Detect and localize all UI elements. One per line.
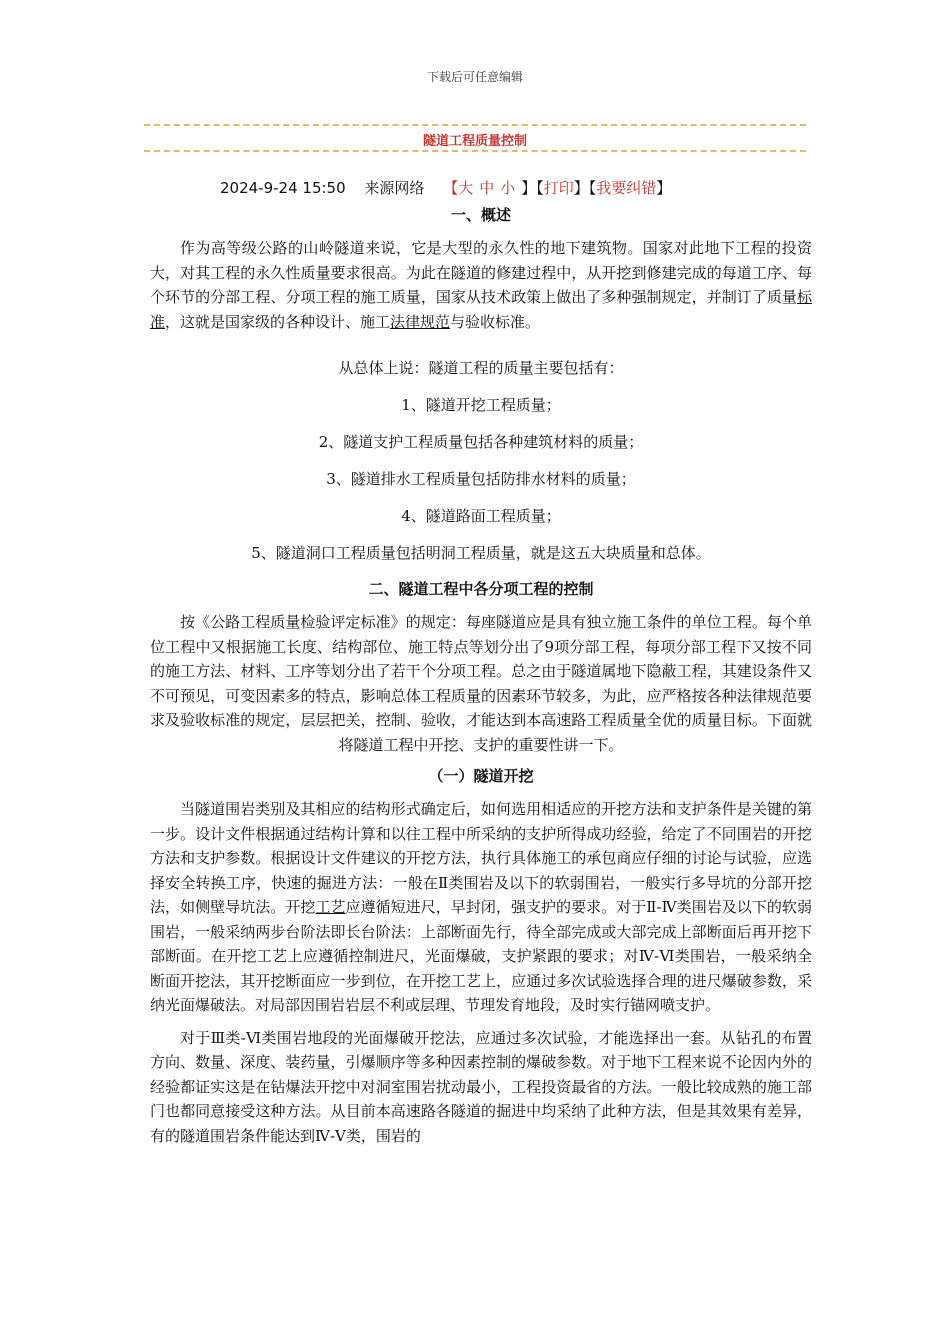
section-heading-control: 二、隧道工程中各分项工程的控制 bbox=[368, 580, 594, 598]
excavation-paragraph-2: 对于Ⅲ类-Ⅵ类围岩地段的光面爆破开挖法，应通过多次试验，才能选择出一套。从钻孔的布置方向、数量、深度、装药量，引爆顺序等多种因素控制的爆破参数。对于地下工程来说不论因内外的经验都证实这是在钻爆法开挖中对洞室围岩扰动最小，工程投资最省的方法。一般比较成熟的施工部门也都同意接受这种方法。从目前本高速路各隧道的掘进中均采纳了此种方法，但是其效果有差异，有的隧道围岩条件能达到Ⅳ-Ⅴ类，围岩的 bbox=[150, 1028, 812, 1145]
overview-text-2: ，这就是国家级的各种设计、施工 bbox=[165, 312, 391, 331]
excavation-text-2: 应遵循短进尺，早封闭，强支护的要求。对于Ⅱ-Ⅳ类围岩及以下的软弱围岩，一般采纳两步台阶法即长台阶法：上部断面先行，待全部完成或大部完成上部断面后再开挖下部断面。在开挖工艺上应遵循控制进尺，光面爆破，支护紧跟的要求；对Ⅳ-Ⅵ类围岩，一般采纳全断面开挖法，其开挖断面应一步到位，在开挖工艺上，应通过多次试验选择合理的进尺爆破参数，采纳光面爆破法。对局部因围岩岩层不利或层理、节理发育地段，及时实行锚网喷支护。 bbox=[150, 898, 812, 1014]
excavation-text-1: 当隧道围岩类别及其相应的结构形式确定后，如何选用相适应的开挖方法和支护条件是关键的第一步。设计文件根据通过结构计算和以往工程中所采纳的支护所得成功经验，给定了不同围岩的开挖方法和支护参数。根据设计文件建议的开挖方法，执行具体施工的承包商应仔细的讨论与试验，应选择安全转换工序，快速的掘进方法：一般在Ⅱ类围岩及以下的软弱围岩，一般实行多导坑的分部开挖法，如侧壁导坑法。开挖 bbox=[150, 800, 812, 916]
law-regulation-link[interactable]: 法律规范 bbox=[390, 312, 451, 331]
section-heading-overview: 一、概述 bbox=[450, 206, 511, 224]
list-item: 2、隧道支护工程质量包括各种建筑材料的质量； bbox=[318, 433, 644, 451]
summary-line: 从总体上说：隧道工程的质量主要包括有： bbox=[338, 359, 624, 377]
title-divider-top bbox=[144, 124, 806, 126]
report-error-link[interactable]: 我要纠错 bbox=[596, 179, 657, 197]
technique-link[interactable]: 工艺 bbox=[315, 898, 346, 916]
header-note: 下载后可任意编辑 bbox=[426, 70, 523, 84]
print-link[interactable]: 打印 bbox=[543, 179, 574, 197]
bracket-sep-1: 】【 bbox=[521, 179, 544, 197]
control-paragraph: 按《公路工程质量检验评定标准》的规定：每座隧道应是具有独立施工条件的单位工程。每个单位工程中又根据施工长度、结构部位、施工特点等划分出了9项分部工程，每项分部工程下又按不同的施工方法、材料、工序等划分出了若干个分项工程。总之由于隧道属地下隐蔽工程，其建设条件又不可预见，可变因素多的特点，影响总体工程质量的因素环节较多，为此，应严格按各种法律规范要求及验收标准的规定，层层把关，控制、验收，才能达到本高速路工程质量全优的质量目标。下面就将隧道工程中开挖、支护的重要性讲一下。 bbox=[150, 613, 812, 754]
overview-text-3: 与验收标准。 bbox=[450, 312, 541, 331]
article-body bbox=[150, 200, 812, 1156]
publish-datetime: 2024-9-24 15:50 bbox=[220, 179, 346, 197]
bracket-sep-2: 】【 bbox=[573, 179, 597, 197]
excavation-paragraph-1 bbox=[150, 797, 812, 1018]
list-item: 1、隧道开挖工程质量； bbox=[401, 396, 561, 414]
source-label: 来源网络 bbox=[364, 179, 425, 197]
bracket-close: 】 bbox=[656, 179, 672, 197]
article-meta bbox=[220, 177, 671, 198]
section-heading-excavation: （一）隧道开挖 bbox=[428, 767, 534, 785]
title-divider-bottom bbox=[144, 150, 806, 152]
font-size-links[interactable]: 大中小 bbox=[458, 179, 522, 197]
list-item: 5、隧道洞口工程质量包括明洞工程质量，就是这五大块质量和总体。 bbox=[251, 544, 711, 562]
standard-link[interactable]: 标准 bbox=[150, 288, 812, 331]
overview-text-1: 作为高等级公路的山岭隧道来说，它是大型的永久性的地下建筑物。国家对此地下工程的投资大，对其工程的永久性质量要求很高。为此在隧道的修建过程中，从开挖到修建完成的每道工序、每个环节的分部工程、分项工程的施工质量，国家从技术政策上做出了多种强制规定，并制订了质量 bbox=[150, 239, 812, 306]
bracket-open: 【 bbox=[443, 179, 459, 197]
overview-paragraph bbox=[150, 236, 812, 334]
page-title: 隧道工程质量控制 bbox=[422, 134, 527, 149]
list-item: 4、隧道路面工程质量； bbox=[401, 507, 561, 525]
list-item: 3、隧道排水工程质量包括防排水材料的质量； bbox=[326, 470, 636, 488]
